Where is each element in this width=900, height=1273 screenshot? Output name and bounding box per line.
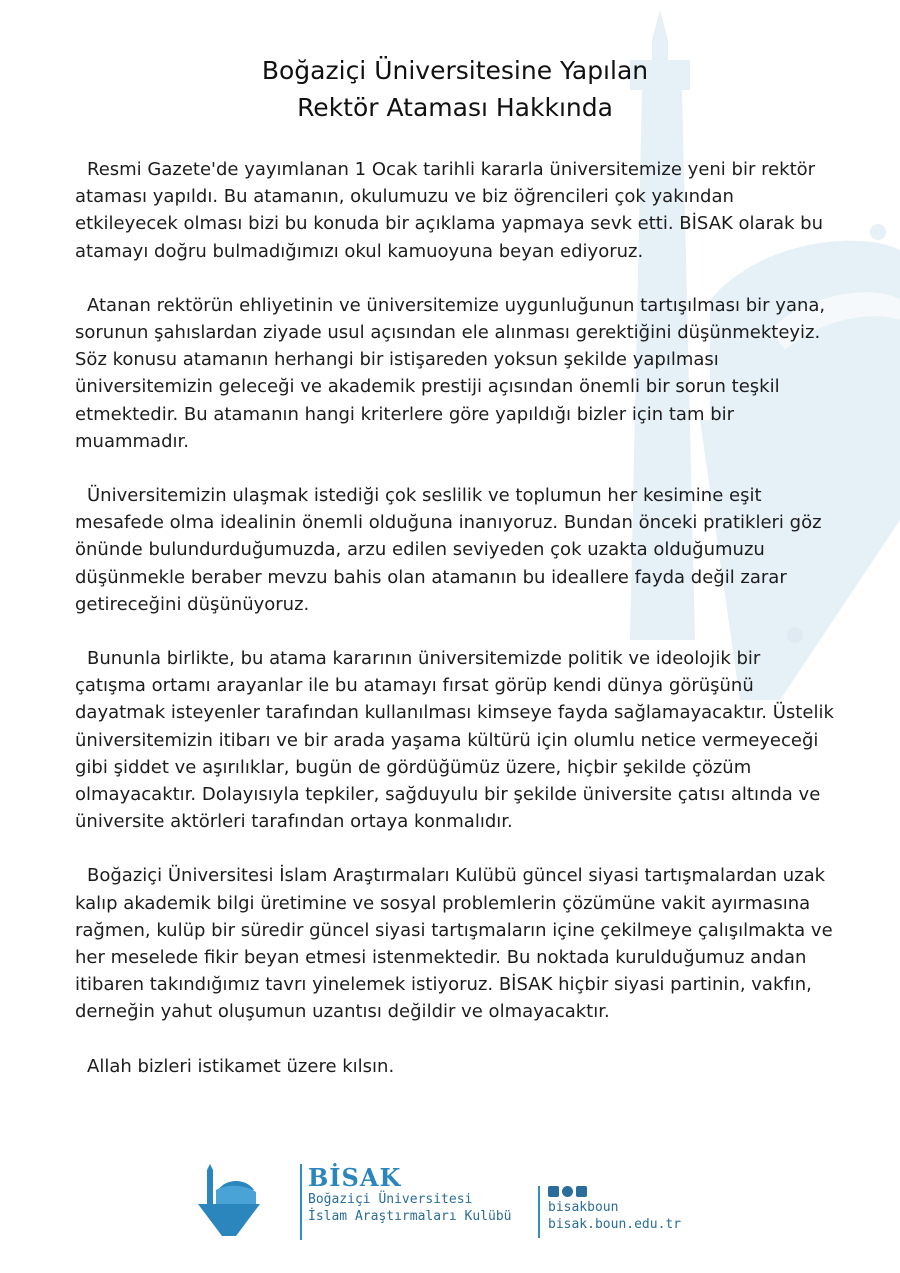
paragraph-4: Bununla birlikte, bu atama kararının üniversitemizde politik ve ideolojik bir çatışma ortamı arayanlar ile bu atamayı fırsat görüp kendi dünya görüşünü dayatmak isteyenler tarafından kullanılması kimseye fayda sağlamayacaktır. Üstelik üniversitemizin itibarı ve bir arada yaşama kültürü için olumlu netice vermeyeceği gibi şiddet ve aşırılıklar, bugün de gördüğümüz üzere, hiçbir şekilde çözüm olmayacaktır. Dolayısıyla tepkiler, sağduyulu bir şekilde üniversite çatısı altında ve üniversite aktörleri tarafından ortaya konmalıdır. bbox=[75, 648, 834, 833]
facebook-icon[interactable] bbox=[576, 1186, 587, 1197]
footer-divider-left bbox=[300, 1164, 302, 1240]
title-line-2: Rektör Ataması Hakkında bbox=[297, 93, 613, 122]
paragraph-3: Üniversitemizin ulaşmak istediği çok seslilik ve toplumun her kesimine eşit mesafede olma idealinin önemli olduğuna inanıyoruz. Bundan önceki pratikleri göz önünde bulundurduğumuzda, arzu edilen seviyeden çok uzakta olduğumuzu düşünmekle beraber mevzu bahis olan atamanın bu ideallere fayda değil zarar getireceğini düşünüyoruz. bbox=[75, 485, 822, 615]
club-footer bbox=[196, 1160, 716, 1250]
social-icons bbox=[548, 1186, 681, 1197]
instagram-icon[interactable] bbox=[548, 1186, 559, 1197]
social-handle[interactable]: bisakboun bbox=[548, 1200, 619, 1215]
social-block bbox=[548, 1186, 681, 1233]
document-title bbox=[75, 52, 835, 126]
paragraph-5: Boğaziçi Üniversitesi İslam Araştırmaları Kulübü güncel siyasi tartışmalardan uzak kalıp akademik bilgi üretimine ve sosyal problemlerin çözümüne vakit ayırmasına rağmen, kulüp bir süredir güncel siyasi tartışmaların içine çekilmeye çalışılmakta ve her meselede fikir beyan etmesi istenmektedir. Bu noktada kurulduğumuz andan itibaren takındığımız tavrı yinelemek istiyoruz. BİSAK hiçbir siyasi partinin, vakfın, derneğin yahut oluşumun uzantısı değildir ve olmayacaktır. bbox=[75, 865, 833, 1023]
bisak-logo bbox=[196, 1160, 262, 1240]
brand-sub-line-1: Boğaziçi Üniversitesi bbox=[308, 1192, 473, 1207]
paragraph-2: Atanan rektörün ehliyetinin ve üniversitemize uygunluğunun tartışılması bir yana, sorunun şahıslardan ziyade usul açısından ele alınması gerektiğini düşünmekteyiz. Söz konusu atamanın herhangi bir istişareden yoksun şekilde yapılması üniversitemizin geleceği ve akademik prestiji açısından önemli bir sorun teşkil etmektedir. Bu atamanın hangi kriterlere göre yapıldığı bizler için tam bir muammadır. bbox=[75, 294, 826, 452]
closing-line: Allah bizleri istikamet üzere kılsın. bbox=[87, 1055, 395, 1077]
statement-document bbox=[75, 52, 835, 1080]
twitter-icon[interactable] bbox=[562, 1186, 573, 1197]
paragraph-1: Resmi Gazete'de yayımlanan 1 Ocak tarihli kararla üniversitemize yeni bir rektör ataması yapıldı. Bu atamanın, okulumuzu ve biz öğrencileri çok yakından etkileyecek olması bizi bu konuda bir açıklama yapmaya sevk etti. BİSAK olarak bu atamayı doğru bulmadığımızı okul kamuoyuna beyan ediyoruz. bbox=[75, 159, 823, 262]
website-link[interactable]: bisak.boun.edu.tr bbox=[548, 1217, 682, 1232]
footer-divider-right bbox=[538, 1186, 540, 1238]
brand-sub-line-2: İslam Araştırmaları Kulübü bbox=[308, 1209, 512, 1224]
brand-name: BİSAK bbox=[308, 1163, 402, 1192]
brand-block bbox=[308, 1165, 512, 1225]
title-line-1: Boğaziçi Üniversitesine Yapılan bbox=[261, 56, 649, 85]
